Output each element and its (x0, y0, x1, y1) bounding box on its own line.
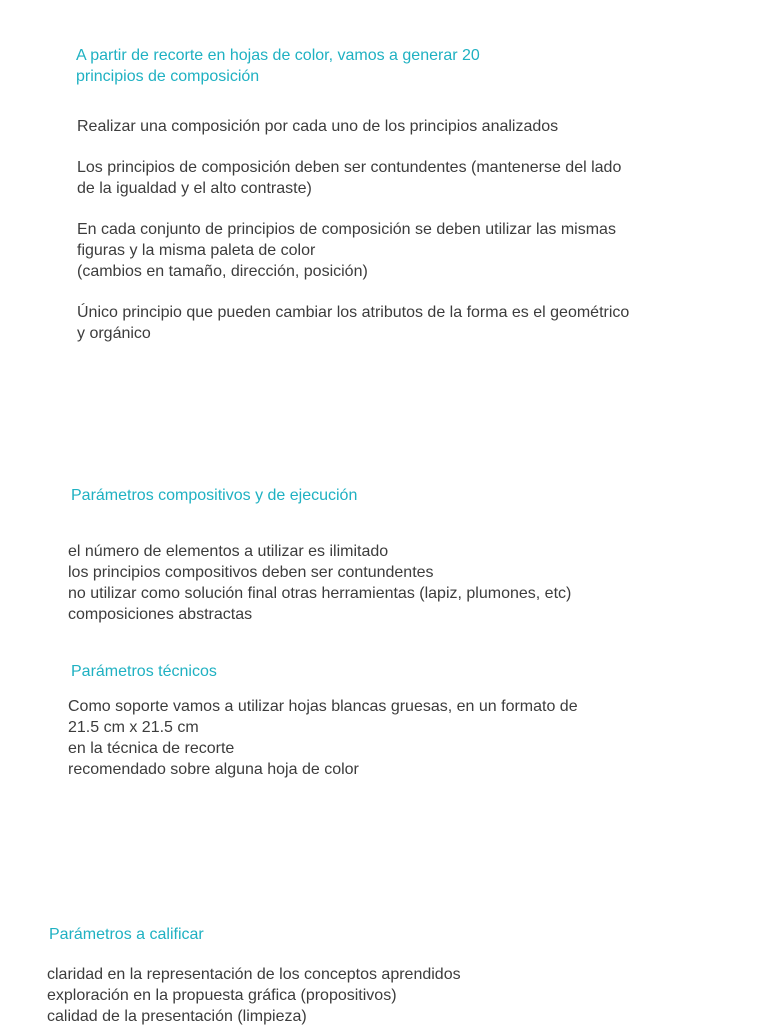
intro-paragraph: Único principio que pueden cambiar los atributos de la forma es el geométrico y orgánico (77, 304, 630, 342)
list-item: el número de elementos a utilizar es ilimitado (68, 543, 389, 560)
list-item: exploración en la propuesta gráfica (propositivos) (47, 987, 397, 1004)
list-item: calidad de la presentación (limpieza) (47, 1008, 307, 1025)
grading-parameters-heading: Parámetros a calificar (49, 926, 204, 943)
list-item: claridad en la representación de los conceptos aprendidos (47, 966, 461, 983)
grading-parameters-list (47, 964, 461, 1027)
list-item: 21.5 cm x 21.5 cm (68, 719, 199, 736)
list-item: composiciones abstractas (68, 606, 253, 623)
compositive-parameters-heading: Parámetros compositivos y de ejecución (71, 487, 358, 504)
list-item: no utilizar como solución final otras herramientas (lapiz, plumones, etc) (68, 585, 572, 602)
list-item: recomendado sobre alguna hoja de color (68, 761, 359, 778)
intro-paragraphs (77, 116, 717, 364)
intro-heading: A partir de recorte en hojas de color, vamos a generar 20 principios de composición (76, 47, 480, 85)
list-item: los principios compositivos deben ser contundentes (68, 564, 434, 581)
compositive-parameters-list (68, 541, 571, 625)
intro-paragraph: En cada conjunto de principios de composición se deben utilizar las mismas figuras y la misma paleta de color (cambios en tamaño, dirección, posición) (77, 221, 616, 280)
technical-parameters-heading: Parámetros técnicos (71, 663, 217, 680)
list-item: en la técnica de recorte (68, 740, 235, 757)
intro-paragraph: Realizar una composición por cada uno de los principios analizados (77, 118, 559, 135)
technical-parameters-list (68, 696, 578, 780)
intro-paragraph: Los principios de composición deben ser contundentes (mantenerse del lado de la igualdad y el alto contraste) (77, 159, 622, 197)
list-item: Como soporte vamos a utilizar hojas blancas gruesas, en un formato de (68, 698, 578, 715)
